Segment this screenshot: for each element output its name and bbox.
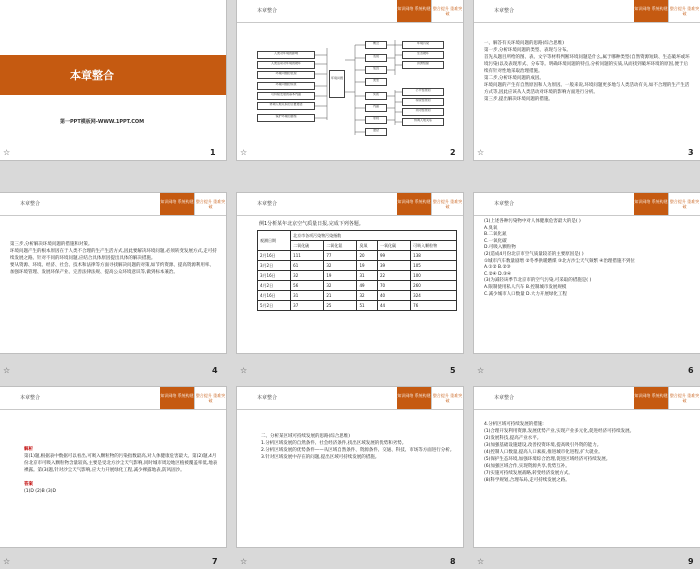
slide-thumbnail-4[interactable] xyxy=(0,193,226,353)
mindmap-node: 环境问题的表现 xyxy=(257,71,315,79)
tab-integration[interactable]: 整合提升 重难突破 xyxy=(668,387,700,409)
slide-body-text: (1)上述各种污染物中对人体健康危害最大的是( ) A.臭氧 B.二氧化氮 C.一氧化碳 D.可吸入颗粒物 (2)造成4月份北京市空气质量较差的主要原因是( ) ①城市汽车数量剧增 ②冬季供暖燃煤 ③北方沙尘天气频繁 ④治理措施不到位 A.①② B.②③ C.②④ D.③④ (3)为减轻该季节北京市的空气污染,可采取的措施是( ) A.限制使用私人汽车 B.控制城市发展规模 C.减少城市人口数量 D.大力开展绿化工程 xyxy=(484,219,635,297)
mindmap-node: 生态破坏 xyxy=(402,51,444,59)
star-icon[interactable]: ☆ xyxy=(477,557,485,566)
mindmap-node: 资源短缺 xyxy=(402,61,444,69)
slide-header-bar xyxy=(0,387,226,410)
example-intro: 例1分析某年北京空气质量日报,完成下列各题。 xyxy=(259,221,364,227)
slide-thumbnail-6[interactable] xyxy=(474,193,700,353)
slide-footer: 第一PPT模板网-WWW.1PPT.COM xyxy=(60,119,145,125)
table-cell: 21 xyxy=(324,291,357,301)
header-label: 本章整合 xyxy=(494,8,515,14)
tab-knowledge-network[interactable]: 知识网络 系统构建 xyxy=(160,193,194,215)
table-cell: 260 xyxy=(411,281,457,291)
tab-knowledge-network[interactable]: 知识网络 系统构建 xyxy=(397,0,431,22)
slide-number: 9 xyxy=(688,557,694,566)
table-header: 臭氧 xyxy=(357,241,378,251)
slide-number: 8 xyxy=(450,557,456,566)
table-cell: 44 xyxy=(378,301,411,311)
table-cell: 5月2日 xyxy=(258,301,291,311)
slide-thumbnail-5[interactable] xyxy=(237,193,463,353)
mindmap-node: 表现 xyxy=(365,54,387,62)
slide-header-bar xyxy=(237,387,463,410)
table-cell: 49 xyxy=(357,281,378,291)
table-header: 二氧化氮 xyxy=(324,241,357,251)
table-cell: 2月16日 xyxy=(258,251,291,261)
tab-knowledge-network[interactable]: 知识网络 系统构建 xyxy=(397,387,431,409)
header-label: 本章整合 xyxy=(257,395,278,401)
table-cell: 32 xyxy=(291,271,324,281)
table-cell: 324 xyxy=(411,291,457,301)
mindmap-connectors xyxy=(237,0,463,160)
slide-number: 2 xyxy=(450,148,456,157)
table-cell: 31 xyxy=(291,291,324,301)
table-cell: 51 xyxy=(357,301,378,311)
table-cell: 99 xyxy=(378,251,411,261)
mindmap-node: 协调人地关系的主要途径 xyxy=(257,102,315,110)
slide-header-bar xyxy=(474,387,700,410)
mindmap-node: 成因 xyxy=(365,66,387,74)
table-cell: 3月16日 xyxy=(258,271,291,281)
mindmap-node: 公平性原则 xyxy=(402,88,444,96)
table-cell: 76 xyxy=(411,301,457,311)
tab-integration[interactable]: 整合提升 重难突破 xyxy=(194,193,226,215)
table-cell: 105 xyxy=(411,261,457,271)
table-cell: 56 xyxy=(291,281,324,291)
tab-integration[interactable]: 整合提升 重难突破 xyxy=(194,387,226,409)
table-row xyxy=(258,291,457,301)
pollution-table xyxy=(257,230,457,311)
star-icon[interactable]: ☆ xyxy=(3,557,11,566)
table-header: 可吸入颗粒物 xyxy=(411,241,457,251)
slide-header-bar xyxy=(474,0,700,23)
header-label: 本章整合 xyxy=(20,201,41,207)
tab-integration[interactable]: 整合提升 重难突破 xyxy=(431,387,463,409)
tab-knowledge-network[interactable]: 知识网络 系统构建 xyxy=(160,387,194,409)
table-cell: 22 xyxy=(378,271,411,281)
table-cell: 32 xyxy=(324,281,357,291)
mindmap-node: 人类对环境的影响 xyxy=(257,51,315,59)
table-header: 二氧化硫 xyxy=(291,241,324,251)
table-cell: 61 xyxy=(291,261,324,271)
table-cell: 4月2日 xyxy=(258,281,291,291)
slide-thumbnail-2[interactable] xyxy=(237,0,463,160)
table-header-date: 观测日期 xyxy=(258,231,291,251)
answer-text: (1)D (2)B (3)D xyxy=(24,489,57,494)
table-cell: 25 xyxy=(324,301,357,311)
table-cell: 19 xyxy=(324,271,357,281)
analysis-text: 第(1)题,根据表中数据可以看出,可吸入颗粒物的污染指数最高,对人体健康危害最大。第(2)题,4月份北京市可吸入颗粒物含量较高,主要是受北方沙尘天气影响,同时城市周边地区植被覆盖率低,地表裸露。第(3)题,针对沙尘天气影响,应大力开展绿化工程,减少裸露地表,防风固沙。 xyxy=(24,454,218,473)
tab-integration[interactable]: 整合提升 重难突破 xyxy=(668,0,700,22)
star-icon[interactable]: ☆ xyxy=(3,148,11,157)
mindmap-node: 环境问题的实质 xyxy=(257,82,315,90)
table-cell: 138 xyxy=(411,251,457,261)
slide-body-text: 4.分析区域可持续发展的措施: (1)合理开发利用资源,发展优势产业,实现产业多元化,促进经济可持续发展。 (2)发展科技,提高产业水平。 (3)加强基础设施建设,改善投资环境,提高吸引外资的能力。 (4)控制人口数量,提高人口素质,推进城市化进程,扩大就业。 (5)保护生态环境,加强环境综合治理,促进区域经济可持续发展。 (6)加强区域合作,实现资源共享,优势互补。 (7)实施可持续发展战略,转变经济发展方式。 (8)科学规划,合理布局,走可持续发展之路。 xyxy=(484,422,635,483)
table-cell: 40 xyxy=(378,291,411,301)
mindmap-node: 途径 xyxy=(365,128,387,136)
tab-knowledge-network[interactable]: 知识网络 系统构建 xyxy=(634,0,668,22)
tab-integration[interactable]: 整合提升 重难突破 xyxy=(668,193,700,215)
mindmap-node: 可持续发展的基本内涵 xyxy=(257,92,315,100)
tab-integration[interactable]: 整合提升 重难突破 xyxy=(431,193,463,215)
table-cell: 3月2日 xyxy=(258,261,291,271)
analysis-label: 解析 xyxy=(24,447,33,452)
star-icon[interactable]: ☆ xyxy=(477,366,485,375)
header-label: 本章整合 xyxy=(20,395,41,401)
table-cell: 4月16日 xyxy=(258,291,291,301)
mindmap-node: 人类活动对环境的破坏 xyxy=(257,61,315,69)
table-title: 北京市各项污染物污染指数 xyxy=(291,231,457,241)
slide-body-text: 第三步,分析解决环境问题的措施和对策。 环境问题产生的根本原因在于人类不合理的生产生活方式,因此要解决环境问题,必须转变发展方式,走可持续发展之路。针对不同的环境问题,应结合具体原因提出具体的解决措施。 要从资源、环境、经济、社会、技术和法律等方面寻找解决问题的对策,如节约资源、提高资源利用率、加强环境管理、发展环保产业、完善法律法规、提高公众环境意识等,做到标本兼治。 xyxy=(10,242,217,275)
slide-number: 5 xyxy=(450,366,456,375)
table-row xyxy=(258,281,457,291)
mindmap-node: 持续性原则 xyxy=(402,98,444,106)
table-cell: 31 xyxy=(357,271,378,281)
mindmap-node: 内涵 xyxy=(365,104,387,112)
table-cell: 70 xyxy=(378,281,411,291)
table-header: 一氧化碳 xyxy=(378,241,411,251)
star-icon[interactable]: ☆ xyxy=(240,366,248,375)
mindmap-node: 协调人地关系 xyxy=(402,118,444,126)
slide-number: 6 xyxy=(688,366,694,375)
slide-number: 4 xyxy=(212,366,218,375)
table-cell: 19 xyxy=(357,261,378,271)
star-icon[interactable]: ☆ xyxy=(240,557,248,566)
table-cell: 32 xyxy=(324,261,357,271)
table-cell: 100 xyxy=(411,271,457,281)
answer-block xyxy=(24,439,218,495)
mindmap-center: 环境问题 xyxy=(329,70,345,98)
table-cell: 20 xyxy=(357,251,378,261)
table-row xyxy=(258,271,457,281)
answer-label: 答案 xyxy=(24,482,33,487)
slide-thumbnail-9[interactable] xyxy=(474,387,700,547)
table-row xyxy=(258,261,457,271)
star-icon[interactable]: ☆ xyxy=(3,366,11,375)
table-row xyxy=(258,301,457,311)
slide-number: 7 xyxy=(212,557,218,566)
slide-thumbnail-7[interactable] xyxy=(0,387,226,547)
slide-header-bar xyxy=(237,193,463,216)
mindmap-node: 共同性原则 xyxy=(402,108,444,116)
table-cell: 39 xyxy=(378,261,411,271)
slide-header-bar xyxy=(0,193,226,216)
header-label: 本章整合 xyxy=(257,8,278,14)
mindmap-node: 类型 xyxy=(365,78,387,86)
star-icon[interactable]: ☆ xyxy=(477,148,485,157)
mindmap-node: 保护环境的措施 xyxy=(257,114,315,122)
slide-thumbnail-8[interactable] xyxy=(237,387,463,547)
tab-knowledge-network[interactable]: 知识网络 系统构建 xyxy=(634,193,668,215)
table-cell: 32 xyxy=(357,291,378,301)
header-label: 本章整合 xyxy=(257,201,278,207)
tab-knowledge-network[interactable]: 知识网络 系统构建 xyxy=(634,387,668,409)
tab-integration[interactable]: 整合提升 重难突破 xyxy=(431,0,463,22)
slide-number: 1 xyxy=(210,148,216,157)
slide-header-bar xyxy=(474,193,700,216)
slide-number: 3 xyxy=(688,148,694,157)
mindmap-node: 环境污染 xyxy=(402,41,444,49)
mindmap-node: 概念 xyxy=(365,41,387,49)
slide-title: 本章整合 xyxy=(70,69,114,82)
slide-body-text: 一、解答有关环境问题的思路(综合思维) 第一步,分析环境问题的类型、表现与分布。 首先从题目所给的图、表、文字等材料判断环境问题是什么,属于哪种类型(自然资源短缺、生态破坏或环境污染)以及表现形式、分布等。明确环境问题的特点,分析问题的实质,从而找到破坏环境的原因,便于后续有针对性地采取治理措施。 第二步,分析环境问题的成因。 环境问题的产生有自然原因和人为原因。一般来说,环境问题更多地与人类活动有关,如不合理的生产生活方式等,因此应该从人类活动对环境的影响方面进行分析。 第三步,提出解决环境问题的措施。 xyxy=(484,41,690,102)
slide-thumbnail-1[interactable] xyxy=(0,0,226,160)
slide-thumbnail-3[interactable] xyxy=(474,0,700,160)
table-row xyxy=(258,251,457,261)
header-label: 本章整合 xyxy=(494,201,515,207)
mindmap-node: 实质 xyxy=(365,92,387,100)
slide-body-text: 二、分析某区域可持续发展的思路(综合思维) 1.分析区域发展的自然条件、社会经济条件,找出区域发展的优势和劣势。 2.分析区域发展的优势条件——从区域自然条件、资源条件、交通、科技、市场等方面进行分析。 3.针对区域发展中存在的问题,提出区域可持续发展的措施。 xyxy=(261,434,455,460)
table-cell: 111 xyxy=(291,251,324,261)
table-cell: 37 xyxy=(291,301,324,311)
header-label: 本章整合 xyxy=(494,395,515,401)
tab-knowledge-network[interactable]: 知识网络 系统构建 xyxy=(397,193,431,215)
mindmap-node: 原则 xyxy=(365,116,387,124)
star-icon[interactable]: ☆ xyxy=(240,148,248,157)
table-cell: 77 xyxy=(324,251,357,261)
